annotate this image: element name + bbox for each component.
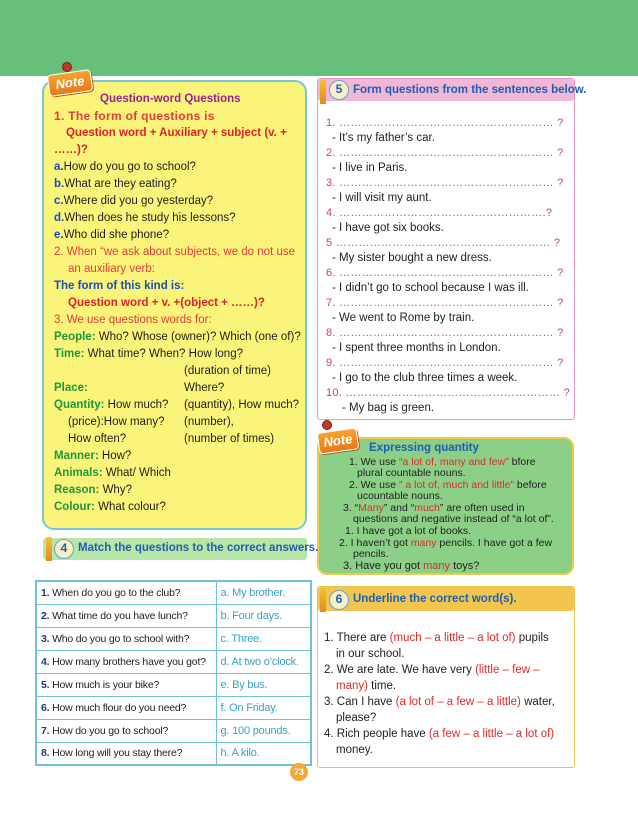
exercise-5 [317,78,575,420]
ex5-question-5[interactable]: 5 ………………………………………………… ? [326,237,561,249]
point1-title: 1. The form of questions is [54,109,215,123]
ex5-sentence-2: - I live in Paris. [332,162,408,174]
ex6-sentence-1[interactable]: 1. There are (much – a little – a lot of) pupils [324,632,549,644]
ex5-sentence-7: - We went to Rome by train. [332,312,475,324]
quantity-rule-2-cont: ucountable nouns. [357,490,443,502]
ex6-sentence-2-cont: many) time. [336,680,397,692]
note-question-words [42,80,307,530]
use-quantity: Quantity: How much? [54,399,169,411]
quantity-example-1: 1. I have got a lot of books. [345,525,472,537]
header-band [0,0,638,76]
ex5-sentence-8: - I spent three months in London. [332,342,501,354]
note-title: Question-word Questions [100,93,241,105]
page-number: 73 [290,763,308,781]
quantity-example-3: 3. Have you got many toys? [343,560,480,572]
note-expressing-quantity [317,437,574,575]
use-time: Time: What time? When? How long? [54,348,243,360]
point2-cont: an auxiliary verb: [68,263,155,275]
ex5-title: Form questions from the sentences below. [353,84,587,96]
ex5-sentence-4: - I have got six books. [332,222,444,234]
use-place-text: Where? [184,382,225,394]
example-a: a.How do you go to school? [54,161,196,173]
ex6-sentence-2[interactable]: 2. We are late. We have very (little – few – [324,664,540,676]
ex4-question-8[interactable]: 8. How long will you stay there? [36,742,216,765]
use-animals: Animals: What/ Which [54,467,171,479]
ex6-sentence-3[interactable]: 3. Can I have (a lot of – a few – a little) water, [324,696,555,708]
ex4-number: 4 [54,539,74,559]
pin-icon [62,62,72,72]
pin-icon-2 [322,420,332,430]
use-price: (price):How many? [68,416,165,428]
ex4-answer-a[interactable]: a. My brother. [216,581,311,604]
note-badge-2: Note [317,427,360,454]
table-row [36,719,311,742]
note-badge: Note [47,69,94,97]
use-quantity-b: (quantity), How much? [184,399,300,411]
ex5-number: 5 [329,80,349,100]
quantity-title: Expressing quantity [369,442,479,454]
ex5-question-4[interactable]: 4. ……………………………………………….? [326,207,553,219]
ex4-answer-c[interactable]: c. Three. [216,627,311,650]
ex5-sentence-6: - I didn’t go to school because I was ill. [332,282,529,294]
ex4-question-3[interactable]: 3. Who do you go to school with? [36,627,216,650]
use-people: People: Who? Whose (owner)? Which (one of)? [54,331,301,343]
table-row [36,742,311,765]
ex5-question-7[interactable]: 7. ………………………………………………… ? [326,297,564,309]
ex5-question-9[interactable]: 9. ………………………………………………… ? [326,357,564,369]
use-time-note: (duration of time) [184,365,271,377]
ex5-question-6[interactable]: 6. ………………………………………………… ? [326,267,564,279]
use-place-label: Place: [54,382,88,394]
ex6-sentence-4[interactable]: 4. Rich people have (a few – a little – a lot of) [324,728,555,740]
quantity-example-2: 2. I haven’t got many pencils. I have got a few [339,537,553,549]
example-d: d.When does he study his lessons? [54,212,236,224]
ex4-question-7[interactable]: 7. How do you go to school? [36,719,216,742]
ex5-question-2[interactable]: 2. ………………………………………………… ? [326,147,564,159]
ex4-answer-b[interactable]: b. Four days. [216,604,311,627]
table-row [36,696,311,719]
quantity-rule-2: 2. We use ” a lot of, much and little” before [349,479,547,491]
ex4-answer-f[interactable]: f. On Friday. [216,696,311,719]
ex4-question-5[interactable]: 5. How much is your bike? [36,673,216,696]
table-row [36,627,311,650]
form-formula: Question word + v. +(object + ……)? [68,297,265,309]
point1-formula-end: ……)? [54,144,88,156]
ex4-question-6[interactable]: 6. How much flour do you need? [36,696,216,719]
use-reason: Reason: Why? [54,484,132,496]
ex5-sentence-10: - My bag is green. [342,402,435,414]
ex5-question-10[interactable]: 10. ………………………………………………… ? [326,387,571,399]
table-row [36,650,311,673]
quantity-rule-3-cont: questions and negative instead of “a lot of”. [353,513,554,525]
ex5-question-8[interactable]: 8. ………………………………………………… ? [326,327,564,339]
quantity-example-2-cont: pencils. [353,548,389,560]
quantity-rule-1: 1. We use “a lot of, many and few” bfore [349,456,536,468]
pencil-icon [320,80,326,104]
exercise-6 [317,586,575,768]
quantity-rule-1-cont: plural countable nouns. [357,467,466,479]
point2: 2. When “we ask about subjects, we do not use [54,246,295,258]
table-row [36,673,311,696]
quantity-rule-3: 3. “Many” and “much” are often used in [343,502,525,514]
form-title: The form of this kind is: [54,280,185,292]
example-b: b.What are they eating? [54,178,177,190]
pencil-icon-3 [320,588,326,612]
ex5-sentence-3: - I will visit my aunt. [332,192,432,204]
ex6-sentence-1-cont: in our school. [336,648,405,660]
ex4-answer-h[interactable]: h. A kilo. [216,742,311,765]
ex6-sentence-3-cont: please? [336,712,377,724]
ex6-number: 6 [329,590,349,610]
ex4-match-table [35,580,312,766]
point1-formula: Question word + Auxiliary + subject (v. + [66,127,287,139]
ex5-question-1[interactable]: 1. ………………………………………………… ? [326,117,564,129]
ex4-answer-e[interactable]: e. By bus. [216,673,311,696]
ex6-title: Underline the correct word(s). [353,593,517,605]
ex4-question-1[interactable]: 1. When do you go to the club? [36,581,216,604]
ex5-sentence-1: - It’s my father’s car. [332,132,435,144]
ex4-answer-d[interactable]: d. At two o’clock. [216,650,311,673]
point3: 3. We use questions words for: [54,314,212,326]
ex6-sentence-4-cont: money. [336,744,373,756]
example-e: e.Who did she phone? [54,229,170,241]
pencil-icon-2 [46,537,52,561]
ex4-question-4[interactable]: 4. How many brothers have you got? [36,650,216,673]
use-colour: Colour: What colour? [54,501,166,513]
ex5-sentence-5: - My sister bought a new dress. [332,252,492,264]
use-manner: Manner: How? [54,450,132,462]
ex4-title: Match the questions to the correct answers. [78,542,319,554]
table-row [36,581,311,604]
ex5-sentence-9: - I go to the club three times a week. [332,372,518,384]
table-row [36,604,311,627]
example-c: c.Where did you go yesterday? [54,195,214,207]
ex4-question-2[interactable]: 2. What time do you have lunch? [36,604,216,627]
use-times: (number of times) [184,433,275,445]
ex4-answer-g[interactable]: g. 100 pounds. [216,719,311,742]
use-often: How often? [68,433,127,445]
ex5-question-3[interactable]: 3. ………………………………………………… ? [326,177,564,189]
use-number: (number), [184,416,234,428]
